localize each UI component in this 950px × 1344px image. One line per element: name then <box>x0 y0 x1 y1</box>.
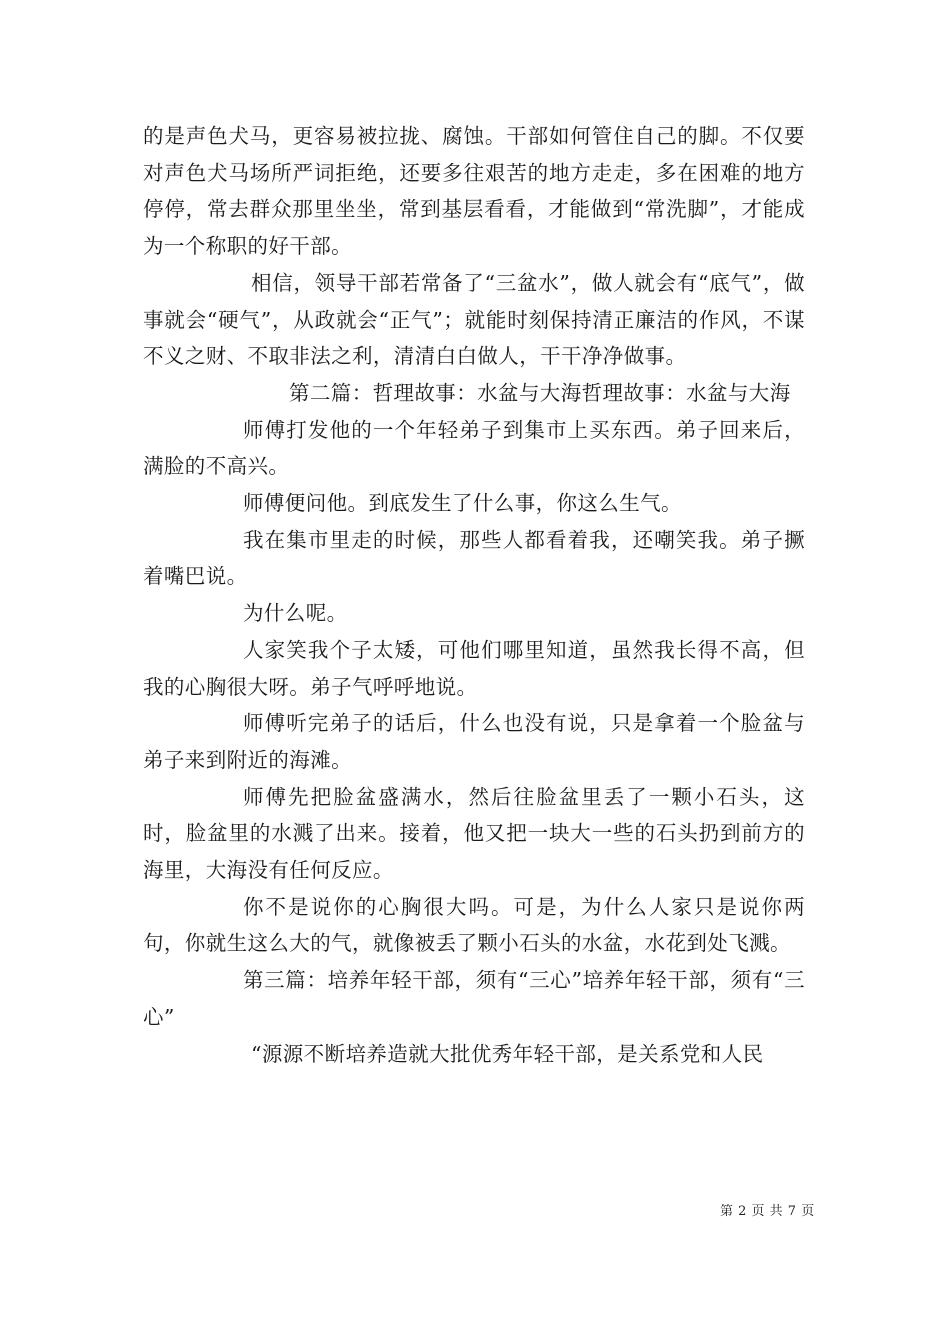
section-heading-2: 第二篇：哲理故事：水盆与大海哲理故事：水盆与大海 <box>289 380 791 405</box>
paragraph-3: 师傅打发他的一个年轻弟子到集市上买东西。弟子回来后，满脸的不高兴。 <box>143 417 805 479</box>
paragraph-10: 你不是说你的心胸很大吗。可是，为什么人家只是说你两句，你就生这么大的气，就像被丢了颗小石头的水盆，水花到处飞溅。 <box>143 894 805 956</box>
paragraph-1: 的是声色犬马，更容易被拉拢、腐蚀。干部如何管住自己的脚。不仅要对声色犬马场所严词拒绝，还要多往艰苦的地方走走，多在困难的地方停停，常去群众那里坐坐，常到基层看看，才能做到“常洗脚”，才能成为一个称职的好干部。 <box>143 124 805 259</box>
page-number: 第 2 页 共 7 页 <box>720 1204 815 1219</box>
section-heading-3: 第三篇：培养年轻干部，须有“三心”培养年轻干部，须有“三心” <box>143 968 805 1029</box>
paragraph-8: 师傅听完弟子的话后，什么也没有说，只是拿着一个脸盆与弟子来到附近的海滩。 <box>143 711 805 772</box>
paragraph-5: 我在集市里走的时候，那些人都看着我，还嘲笑我。弟子撅着嘴巴说。 <box>143 527 805 589</box>
paragraph-2: 相信，领导干部若常备了“三盆水”，做人就会有“底气”，做事就会“硬气”，从政就会“正气”；就能时刻保持清正廉洁的作风，不谋不义之财、不取非法之利，清清白白做人，干干净净做事。 <box>143 270 805 369</box>
paragraph-9: 师傅先把脸盆盛满水，然后往脸盆里丢了一颗小石头，这时，脸盆里的水溅了出来。接着，他又把一块大一些的石头扔到前方的海里，大海没有任何反应。 <box>143 784 805 883</box>
paragraph-4: 师傅便问他。到底发生了什么事，你这么生气。 <box>243 491 682 516</box>
paragraph-6: 为什么呢。 <box>243 601 348 626</box>
paragraph-11: “源源不断培养造就大批优秀年轻干部，是关系党和人民 <box>251 1041 764 1066</box>
paragraph-7: 人家笑我个子太矮，可他们哪里知道，虽然我长得不高，但我的心胸很大呀。弟子气呼呼地说。 <box>143 637 805 699</box>
document-body <box>143 118 805 1072</box>
